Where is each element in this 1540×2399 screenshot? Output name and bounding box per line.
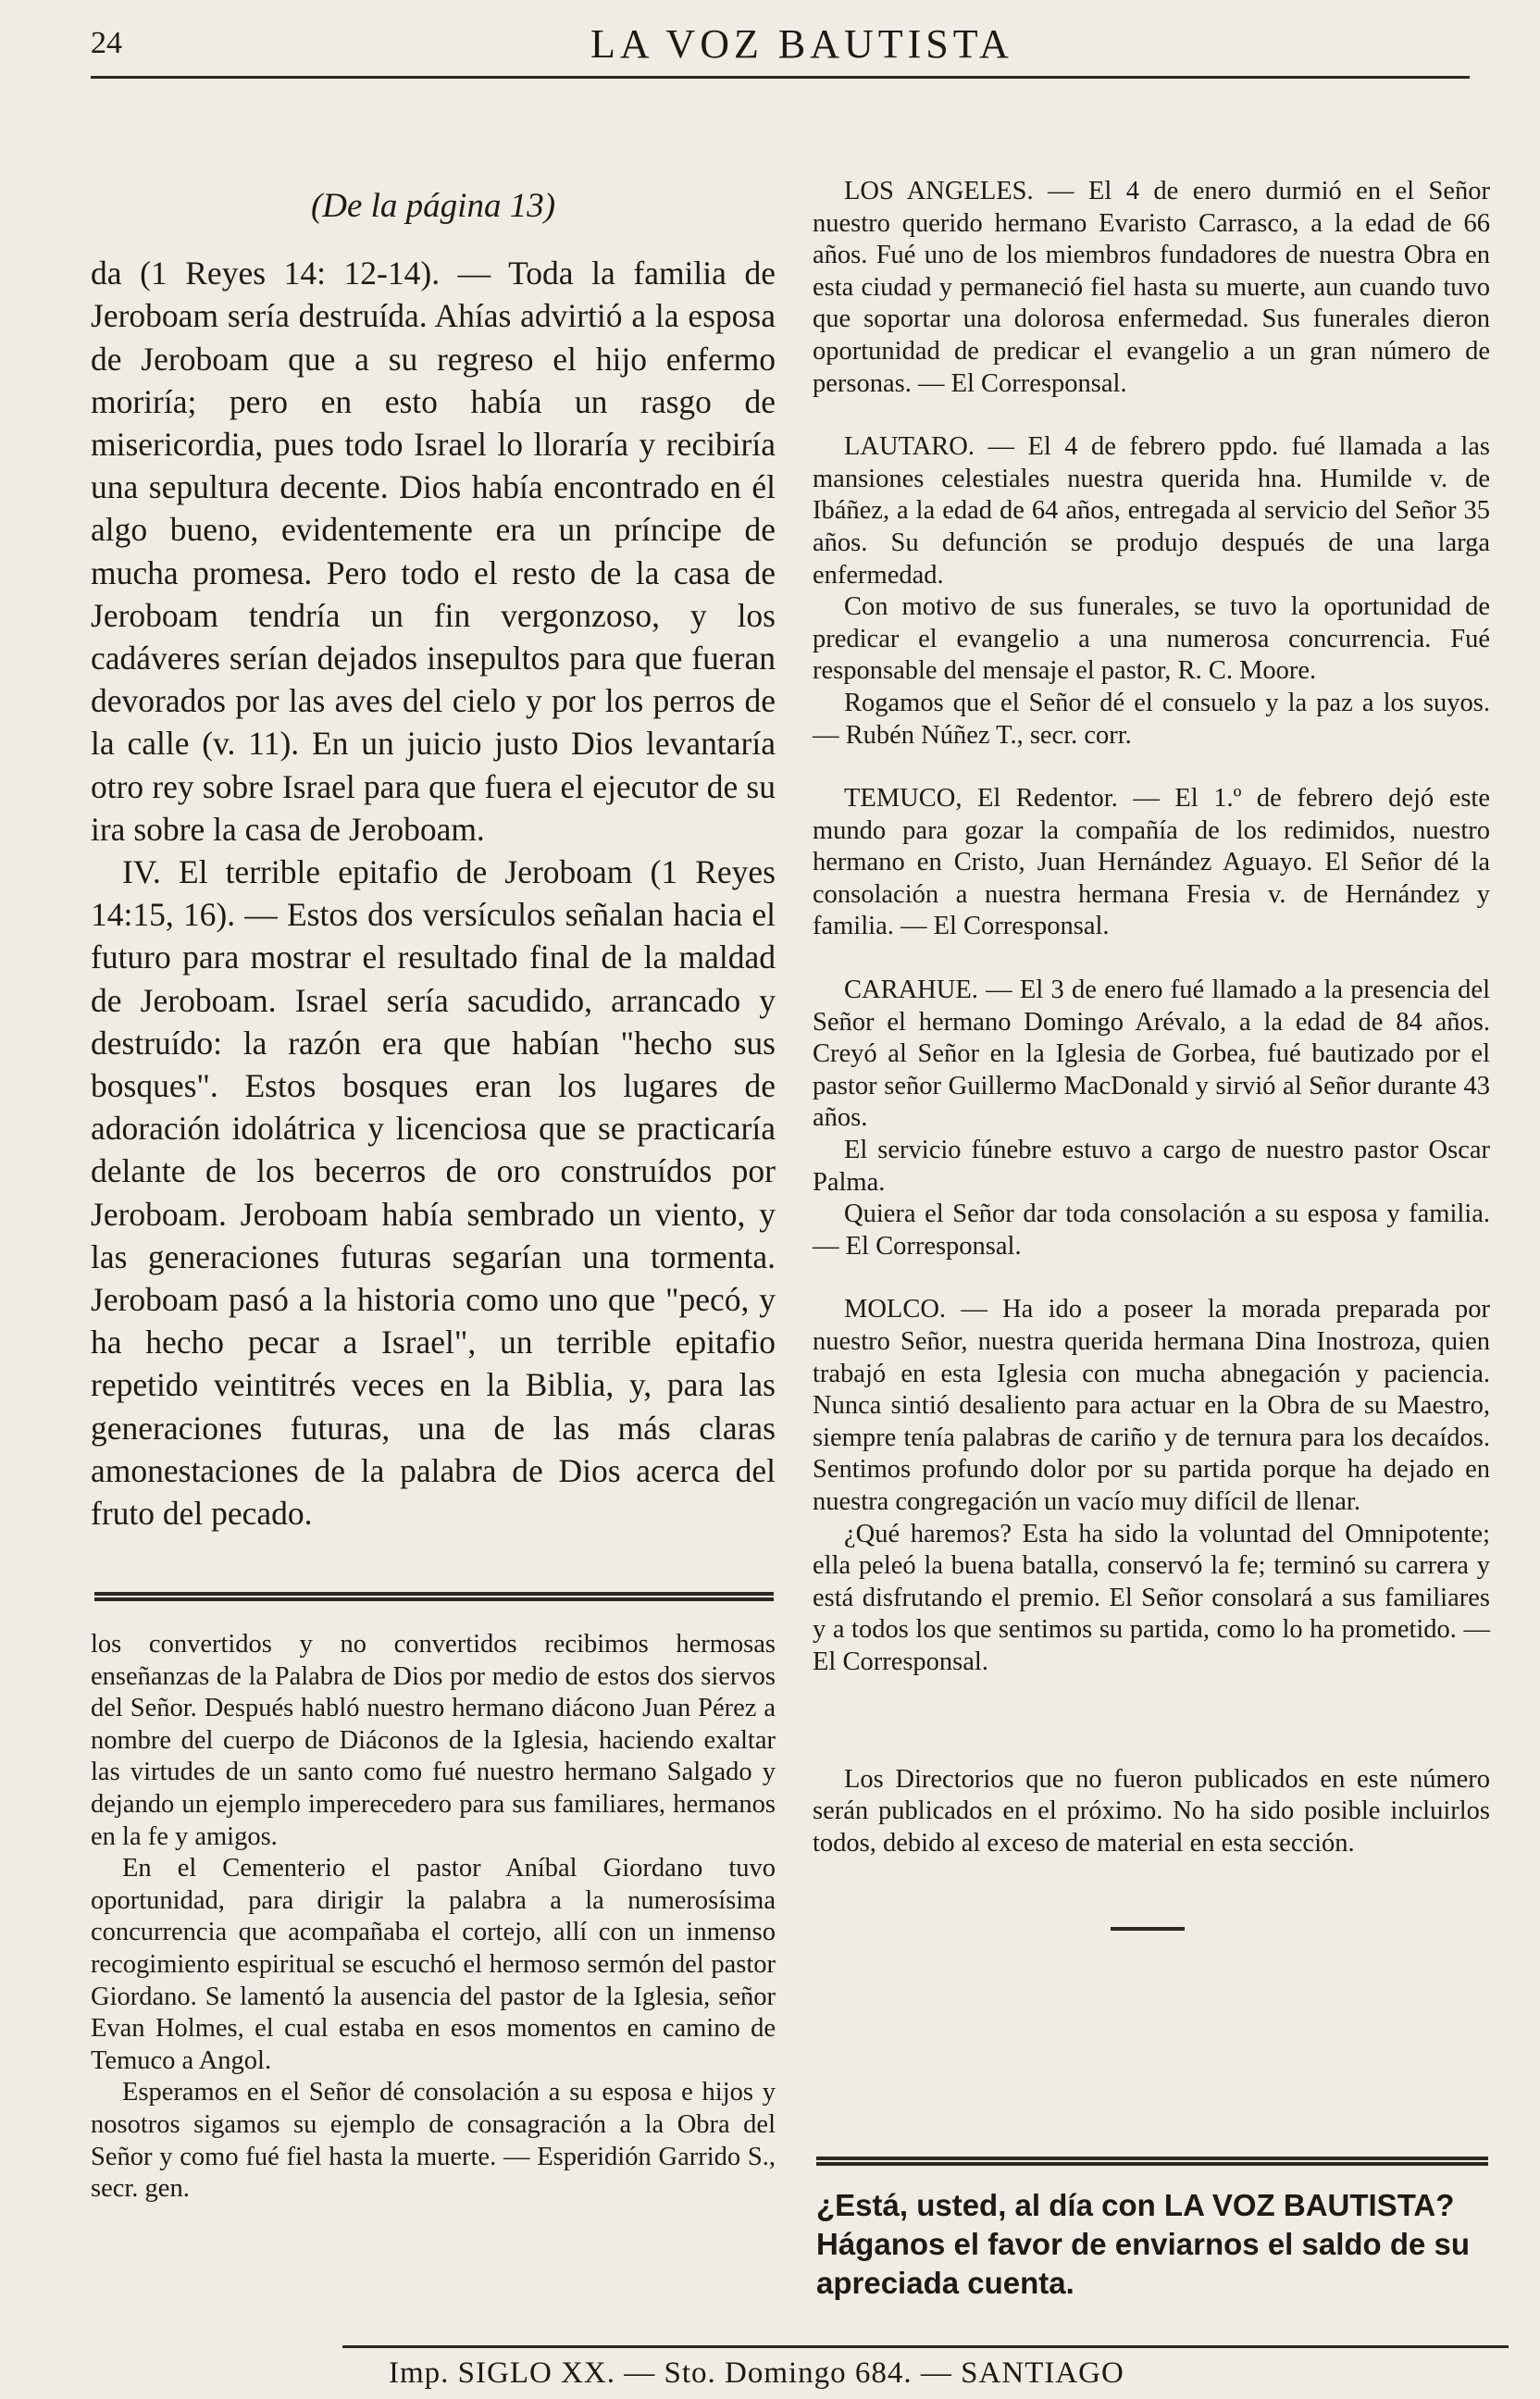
sermon-article xyxy=(91,185,776,1535)
footer-rule xyxy=(342,2345,1509,2348)
subscription-callout: ¿Está, usted, al día con LA VOZ BAUTISTA? Háganos el favor de enviarnos el saldo de su apreciada cuenta. xyxy=(816,2188,1471,2300)
printer-imprint: Imp. SIGLO XX. — Sto. Domingo 684. — SANTIAGO xyxy=(389,2356,1124,2390)
short-divider xyxy=(1111,1927,1185,1931)
journal-title: LA VOZ BAUTISTA xyxy=(590,21,1013,67)
continued-from-note: (De la página 13) xyxy=(310,187,556,225)
obituary-lautaro: LAUTARO. — El 4 de febrero ppdo. fué llamada a las mansiones celestiales nuestra querida hna. Humilde v. de Ibáñez, a la edad de 64 años, entregada al servicio del Señor 35 años. Su defunción se produjo después de una larga enfermedad. xyxy=(813,432,1490,590)
obituary-paragraph: El servicio fúnebre estuvo a cargo de nuestro pastor Oscar Palma. xyxy=(813,1136,1490,1197)
article-paragraph: da (1 Reyes 14: 12-14). — Toda la familia de Jeroboam sería destruída. Ahías advirtió a la esposa de Jeroboam que a su regreso el hijo enfermo moriría; pero en esto había un rasgo de misericordia, pues todo Israel lo lloraría y recibiría una sepultura decente. Dios había encontrado en él algo bueno, evidentemente era un príncipe de mucha promesa. Pero todo el resto de la casa de Jeroboam tendría un fin vergonzoso, y los cadáveres serían dejados insepultos para que fueran devorados por las aves del cielo y por los perros de la calle (v. 11). En un juicio justo Dios levantaría otro rey sobre Israel para que fuera el ejecutor de su ira sobre la casa de Jeroboam. xyxy=(91,255,776,848)
page-number: 24 xyxy=(91,26,122,60)
obituary-temuco: TEMUCO, El Redentor. — El 1.º de febrero dejó este mundo para gozar la compañía de los redimidos, nuestro hermano en Cristo, Juan Hernández Aguayo. El Señor dé la consolación a nuestra hermana Fresia v. de Hernández y familia. — El Corresponsal. xyxy=(813,784,1490,941)
obituary-carahue: CARAHUE. — El 3 de enero fué llamado a la presencia del Señor el hermano Domingo Arévalo, a la edad de 84 años. Creyó al Señor en la Iglesia de Gorbea, fué bautizado por el pastor señor Guillermo MacDonald y sirvió al Señor durante 43 años. xyxy=(813,976,1490,1133)
obituary-paragraph: Quiera el Señor dar toda consolación a su esposa y familia. — El Corresponsal. xyxy=(813,1200,1490,1261)
funeral-report-continuation xyxy=(91,1629,776,2206)
header-rule xyxy=(91,76,1470,79)
page-header xyxy=(91,20,1497,76)
obituary-paragraph: ¿Qué haremos? Esta ha sido la voluntad del Omnipotente; ella peleó la buena batalla, conservó la fe; terminó su carrera y está disfrutando el premio. El Señor consolará a sus familiares y a todos los que sentimos su partida, como lo ha prometido. — El Corresponsal. xyxy=(813,1519,1490,1676)
directory-notice: Los Directorios que no fueron publicados en este número serán publicados en el próximo. No ha sido posible incluirlos todos, debido al exceso de material en esta sección. xyxy=(813,1764,1490,1858)
obituary-paragraph: Rogamos que el Señor dé el consuelo y la paz a los suyos. — Rubén Núñez T., secr. corr. xyxy=(813,688,1490,750)
section-divider xyxy=(816,2157,1488,2166)
obituary-molco: MOLCO. — Ha ido a poseer la morada preparada por nuestro Señor, nuestra querida hermana Dina Inostroza, quien trabajó en esta Iglesia con mucha abnegación y paciencia. Nunca sintió desaliento para actuar en la Obra de su Maestro, siempre tenía palabras de cariño y de ternura para los decaídos. Sentimos profundo dolor por su partida porque ha dejado en nuestra congregación un vacío muy difícil de llenar. xyxy=(813,1295,1490,1516)
report-paragraph: los convertidos y no convertidos recibimos hermosas enseñanzas de la Palabra de Dios por medio de estos dos siervos del Señor. Después habló nuestro hermano diácono Juan Pérez a nombre del cuerpo de Diáconos de la Iglesia, haciendo exaltar las virtudes de un santo como fué nuestro hermano Salgado y dejando un ejemplo imperecedero para sus familiares, hermanos en la fe y amigos. xyxy=(91,1630,776,1851)
article-paragraph: IV. El terrible epitafio de Jeroboam (1 Reyes 14:15, 16). — Estos dos versículos señalan hacia el futuro para mostrar el resultado final de la maldad de Jeroboam. Israel sería sacudido, arrancado y destruído: la razón era que habían "hecho sus bosques". Estos bosques eran los lugares de adoración idolátrica y licenciosa que se practicaría delante de los becerros de oro construídos por Jeroboam. Jeroboam había sembrado un viento, y las generaciones futuras segarían una tormenta. Jeroboam pasó a la historia como uno que "pecó, y ha hecho pecar a Israel", un terrible epitafio repetido veintitrés veces en la Biblia, y, para las generaciones futuras, una de las más claras amonestaciones de la palabra de Dios acerca del fruto del pecado. xyxy=(91,853,776,1533)
obituary-los-angeles: LOS ANGELES. — El 4 de enero durmió en el Señor nuestro querido hermano Evaristo Carrasco, a la edad de 66 años. Fué uno de los miembros fundadores de nuestra Obra en esta ciudad y permaneció fiel hasta su muerte, aun cuando tuvo que soportar una dolorosa enfermedad. Sus funerales dieron oportunidad de predicar el evangelio a un gran número de personas. — El Corresponsal. xyxy=(813,177,1490,398)
report-paragraph: En el Cementerio el pastor Aníbal Giordano tuvo oportunidad, para dirigir la palabra a la numerosísima concurrencia que acompañaba el cortejo, allí con un inmenso recogimiento espiritual se escuchó el hermoso sermón del pastor Giordano. Se lamentó la ausencia del pastor de la Iglesia, señor Evan Holmes, el cual estaba en esos momentos en camino de Temuco a Angol. xyxy=(91,1854,776,2075)
obituary-paragraph: Con motivo de sus funerales, se tuvo la oportunidad de predicar el evangelio a una numerosa concurrencia. Fué responsable del mensaje el pastor, R. C. Moore. xyxy=(813,592,1490,686)
obituaries-column xyxy=(813,176,1490,1859)
section-divider xyxy=(94,1592,774,1601)
report-paragraph: Esperamos en el Señor dé consolación a su esposa e hijos y nosotros sigamos su ejemplo de consagración a la Obra del Señor y como fué fiel hasta la muerte. — Esperidión Garrido S., secr. gen. xyxy=(91,2078,776,2204)
